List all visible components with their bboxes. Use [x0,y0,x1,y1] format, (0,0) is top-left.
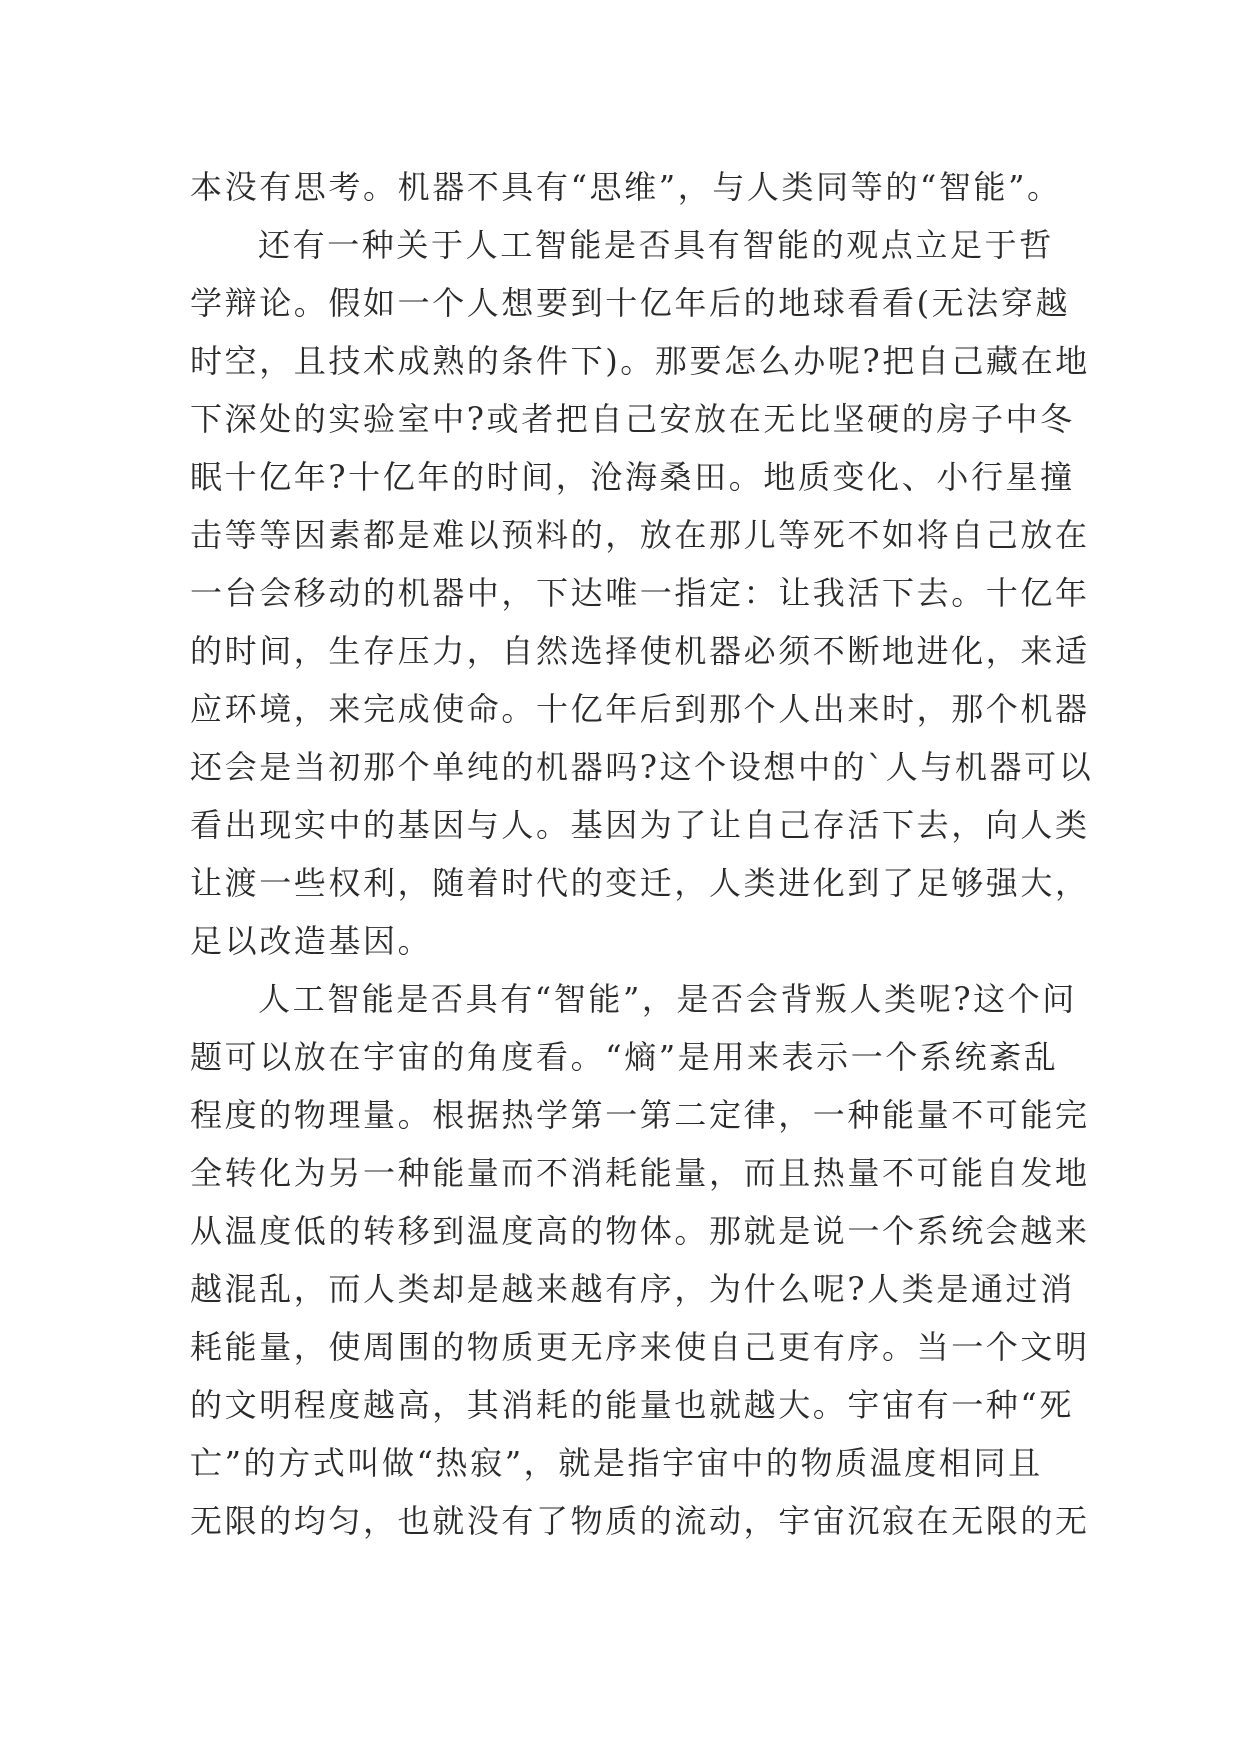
text-line: 看出现实中的基因与人。基因为了让自己存活下去，向人类 [190,806,1090,844]
text-line: 击等等因素都是难以预料的，放在那儿等死不如将自己放在 [190,516,1090,554]
text-line: 全转化为另一种能量而不消耗能量，而且热量不可能自发地 [190,1154,1090,1192]
text-line: 的文明程度越高，其消耗的能量也就越大。宇宙有一种“死 [190,1386,1074,1424]
text-line: 无限的均匀，也就没有了物质的流动，宇宙沉寂在无限的无 [190,1502,1090,1540]
text-line: 耗能量，使周围的物质更无序来使自己更有序。当一个文明 [190,1328,1090,1366]
text-line: 越混乱，而人类却是越来越有序，为什么呢?人类是通过消 [190,1270,1075,1308]
text-line: 本没有思考。机器不具有“思维”，与人类同等的“智能”。 [190,168,1062,206]
text-line: 时空，且技术成熟的条件下)。那要怎么办呢?把自己藏在地 [190,342,1090,380]
text-line: 亡”的方式叫做“热寂”，就是指宇宙中的物质温度相同且 [190,1444,1043,1482]
paragraph-start-line: 还有一种关于人工智能是否具有智能的观点立足于哲 [258,226,1054,264]
text-line: 下深处的实验室中?或者把自己安放在无比坚硬的房子中冬 [190,400,1075,438]
text-line: 还会是当初那个单纯的机器吗?这个设想中的`人与机器可以 [190,748,1094,786]
text-line: 题可以放在宇宙的角度看。“熵”是用来表示一个系统紊乱 [190,1038,1059,1076]
text-line: 足以改造基因。 [190,922,433,960]
text-line: 一台会移动的机器中，下达唯一指定：让我活下去。十亿年 [190,574,1090,612]
text-line: 程度的物理量。根据热学第一第二定律，一种能量不可能完 [190,1096,1090,1134]
text-line: 应环境，来完成使命。十亿年后到那个人出来时，那个机器 [190,690,1090,728]
text-line: 从温度低的转移到温度高的物体。那就是说一个系统会越来 [190,1212,1090,1250]
text-line: 学辩论。假如一个人想要到十亿年后的地球看看(无法穿越 [190,284,1071,322]
body-text [190,158,1094,1550]
text-line: 眠十亿年?十亿年的时间，沧海桑田。地质变化、小行星撞 [190,458,1075,496]
text-line: 让渡一些权利，随着时代的变迁，人类进化到了足够强大， [190,864,1090,902]
text-line: 的时间，生存压力，自然选择使机器必须不断地进化，来适 [190,632,1090,670]
paragraph-start-line: 人工智能是否具有“智能”，是否会背叛人类呢?这个问 [258,980,1077,1018]
